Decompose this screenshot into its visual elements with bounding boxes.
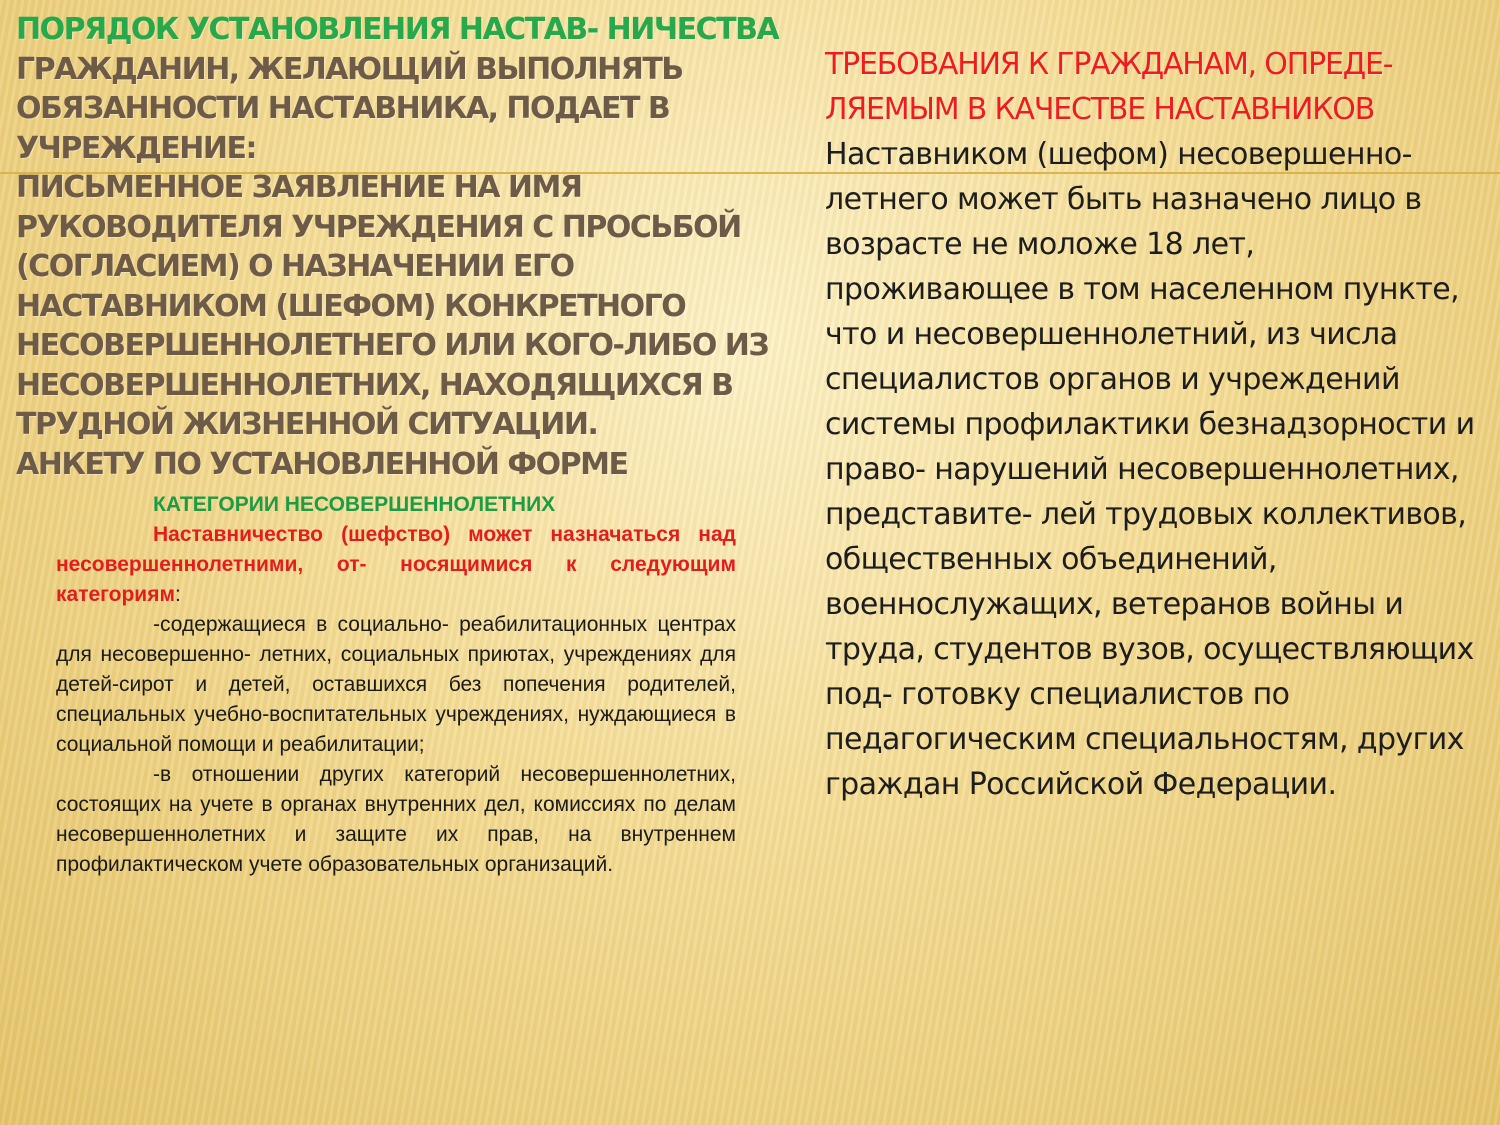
- procedure-item-application: ПИСЬМЕННОЕ ЗАЯВЛЕНИЕ НА ИМЯ РУКОВОДИТЕЛЯ УЧРЕЖДЕНИЯ С ПРОСЬБОЙ (СОГЛАСИЕМ) О НАЗНАЧЕНИИ ЕГО НАСТАВНИКОМ (ШЕФОМ) КОНКРЕТНОГО НЕСОВЕРШЕННОЛЕТНЕГО ИЛИ КОГО-ЛИБО ИЗ НЕСОВЕРШЕННОЛЕТНИХ, НАХОДЯЩИХСЯ В ТРУДНОЙ ЖИЗНЕННОЙ СИТУАЦИИ.: [16, 170, 769, 442]
- categories-intro-colon: :: [174, 583, 181, 606]
- procedure-intro: ГРАЖДАНИН, ЖЕЛАЮЩИЙ ВЫПОЛНЯТЬ ОБЯЗАННОСТИ НАСТАВНИКА, ПОДАЕТ В УЧРЕЖДЕНИЕ:: [16, 51, 683, 166]
- categories-title: КАТЕГОРИИ НЕСОВЕРШЕННОЛЕТНИХ: [153, 493, 556, 516]
- minor-categories: [56, 490, 736, 880]
- procedure-item-questionnaire: АНКЕТУ ПО УСТАНОВЛЕННОЙ ФОРМЕ: [16, 446, 628, 482]
- category-item-registered: -в отношении других категорий несовершеннолетних, состоящих на учете в органах внутренних дел, комиссиях по делам несовершеннолетних и защите их прав, на внутреннем профилактическом учете образовательных организаций.: [56, 763, 736, 876]
- category-item-rehabilitation: -содержащиеся в социально- реабилитационных центрах для несовершенно- летних, социальных приютах, учреждениях для детей-сирот и детей, оставшихся без попечения родителей, специальных учебно-воспитательных учреждениях, нуждающиеся в социальной помощи и реабилитации;: [56, 613, 736, 756]
- requirements-title: ТРЕБОВАНИЯ К ГРАЖДАНАМ, ОПРЕДЕ- ЛЯЕМЫМ В КАЧЕСТВЕ НАСТАВНИКОВ: [825, 47, 1393, 127]
- requirements-body: Наставником (шефом) несовершенно- летнего может быть назначено лицо в возрасте не моложе 18 лет, проживающее в том населенном пункте, что и несовершеннолетний, из числа специалистов органов и учреждений системы профилактики безнадзорности и право- нарушений несовершеннолетних, представите- лей трудовых коллективов, общественных объединений, военнослужащих, ветеранов войны и труда, студентов вузов, осуществляющих под- готовку специалистов по педагогическим специальностям, других граждан Российской Федерации.: [825, 137, 1475, 802]
- mentorship-procedure: [16, 10, 796, 484]
- procedure-title: ПОРЯДОК УСТАНОВЛЕНИЯ НАСТАВ- НИЧЕСТВА: [16, 12, 779, 47]
- categories-intro: [56, 520, 736, 610]
- mentor-requirements: [825, 42, 1480, 807]
- categories-intro-text: Наставничество (шефство) может назначаться над несовершеннолетними, от- носящимися к следующим категориям: [56, 523, 736, 606]
